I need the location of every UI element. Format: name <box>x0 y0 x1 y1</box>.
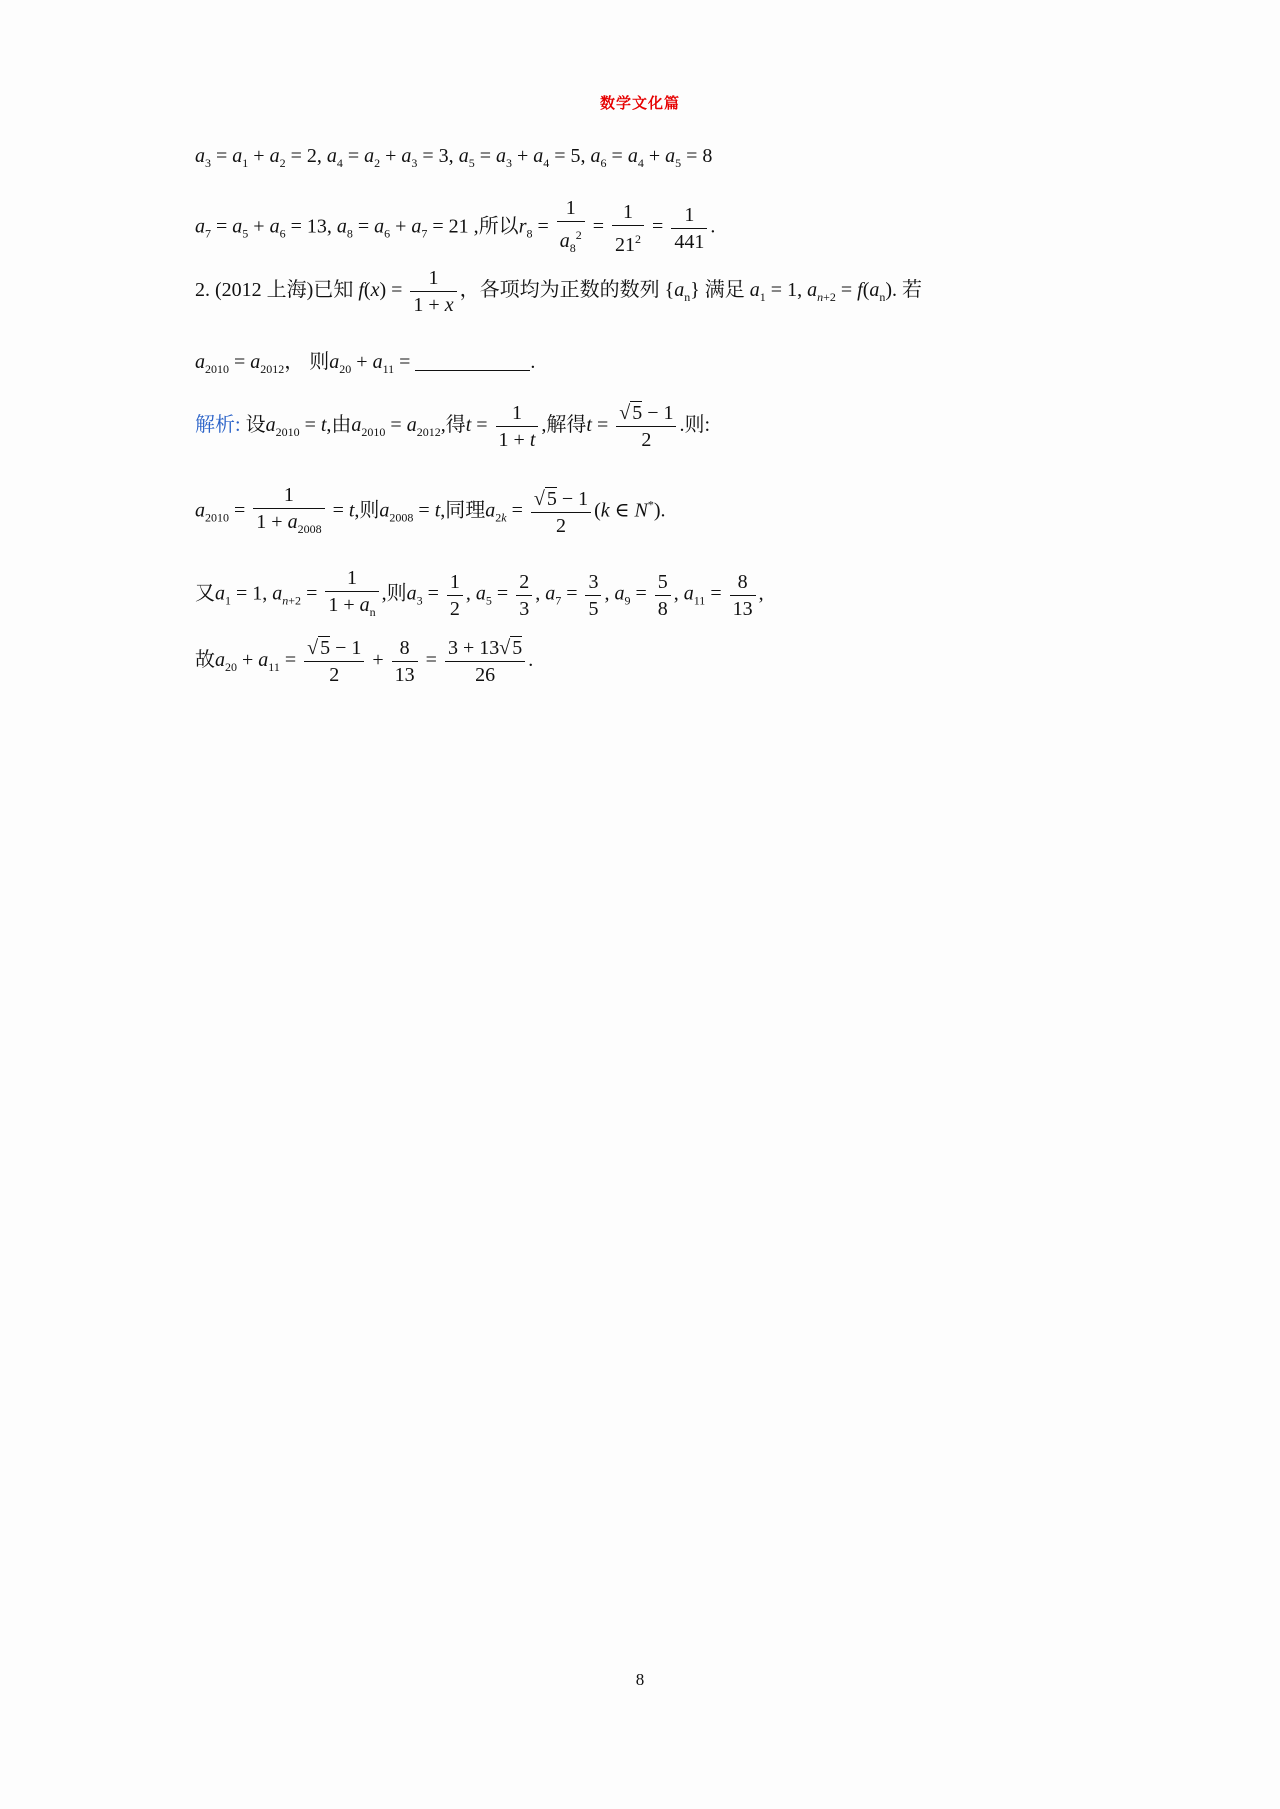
fraction: $\frac{1}{2}$ <box>447 569 463 622</box>
text-you-again: 又 <box>195 582 215 605</box>
solution-line-1: 解析: 设$a_{2010} = t$,由$a_{2010} = a_{2012}$,得t = $\frac{1}{1 + t}$ ,解得t = $\frac{√ 5 - 1}{2}$ .则: <box>195 402 711 451</box>
text-she: 设 <box>245 414 266 437</box>
text-tongli: ,同理 <box>440 499 486 522</box>
fraction: $\frac{1}{a_8^2}$ <box>557 195 585 261</box>
text-period: . <box>530 351 536 373</box>
fraction: $\frac{√ 5 - 1}{2}$ <box>616 400 676 453</box>
problem-2-prefix: 2. (2012 上海)已知 <box>195 279 354 302</box>
fraction: $\frac{5}{8}$ <box>655 569 671 622</box>
text-de: ,得 <box>440 414 466 437</box>
fraction: $\frac{2}{3}$ <box>516 569 532 622</box>
text-jiede: ,解得 <box>541 414 587 437</box>
page-number: 8 <box>635 1670 645 1689</box>
text-ze: ， 则 <box>284 351 330 373</box>
text-suoyi: 所以 <box>478 215 519 238</box>
problem-2-statement: 2. (2012 上海)已知 f(x) = $\frac{1}{1 + x}$ ，各项均为正数的数列 $\{a_n\}$ 满足 $a_1 = 1$, $a_{n+2} = f(a_n)$. 若 <box>195 267 923 316</box>
problem-2-condition: ，各项均为正数的数列 <box>459 279 660 302</box>
solution-line-2: $a_{2010}$ = $\frac{1}{1 + a_{2008}}$ = t,则$a_{2008} = t$,同理$a_{2k}$ = $\frac{√ 5 - 1}{2}$ (k ∈ N*). <box>195 482 666 542</box>
fraction: $\frac{√ 5 - 1}{2}$ <box>304 635 364 688</box>
fraction: $\frac{3}{5}$ <box>585 569 601 622</box>
solution-line-4: 故$a_{20} + a_{11}$ = $\frac{√ 5 - 1}{2}$ + $\frac{8}{13}$ = $\frac{3 + 13√ 5}{26}$ . <box>195 637 534 686</box>
text-ze: ,则 <box>354 499 380 522</box>
text-gu: 故 <box>195 649 215 672</box>
equation-line-2: $a_7 = a_5 + a_6 = 13$, $a_8 = a_6 + a_7 = 21$ ,所以$r_8$ = $\frac{1}{a_8^2}$ = $\frac{1}{21^2}$ = $\frac{1}{441}$ . <box>195 195 715 261</box>
page-header-title: 数学文化篇 <box>599 96 680 112</box>
answer-blank <box>415 352 530 371</box>
fraction: $\frac{8}{13}$ <box>392 635 418 688</box>
solution-line-3: 又$a_1 = 1$, $a_{n+2}$ = $\frac{1}{1 + a_n}$ ,则$a_3$ = $\frac{1}{2}$ , $a_5$ = $\frac{2}{3}$ , $a_7$ = $\frac{3}{5}$ , $a_9$ = $\frac{5}{8}$ , $a_{11}$ = $\frac{8}{13}$ , <box>195 565 764 625</box>
fraction: $\frac{1}{1 + a_{2008}}$ <box>253 482 324 542</box>
fraction: $\frac{1}{1 + t}$ <box>496 400 539 453</box>
text-satisfies: 满足 <box>704 279 745 302</box>
problem-2-question: $a_{2010} = a_{2012}$， 则$a_{20} + a_{11}$ = . <box>195 351 536 376</box>
fraction: $\frac{8}{13}$ <box>730 569 756 622</box>
fraction: $\frac{1}{1 + x}$ <box>410 265 456 318</box>
fraction: $\frac{1}{1 + a_n}$ <box>325 565 378 625</box>
fraction: $\frac{1}{441}$ <box>671 202 707 255</box>
fraction: $\frac{√ 5 - 1}{2}$ <box>531 486 591 539</box>
text-ze: .则: <box>679 414 711 437</box>
equation-line-1: $a_3 = a_1 + a_2 = 2$, $a_4 = a_2 + a_3 = 3$, $a_5 = a_3 + a_4 = 5$, $a_6 = a_4 + a_5 = 8$ <box>195 145 713 170</box>
text-ruo: . 若 <box>892 279 923 302</box>
text-ze: ,则 <box>381 582 407 605</box>
solution-label: 解析: <box>195 414 241 437</box>
text-you: ,由 <box>326 414 352 437</box>
fraction: $\frac{3 + 13√ 5}{26}$ <box>445 635 525 688</box>
fraction: $\frac{1}{21^2}$ <box>612 199 644 258</box>
